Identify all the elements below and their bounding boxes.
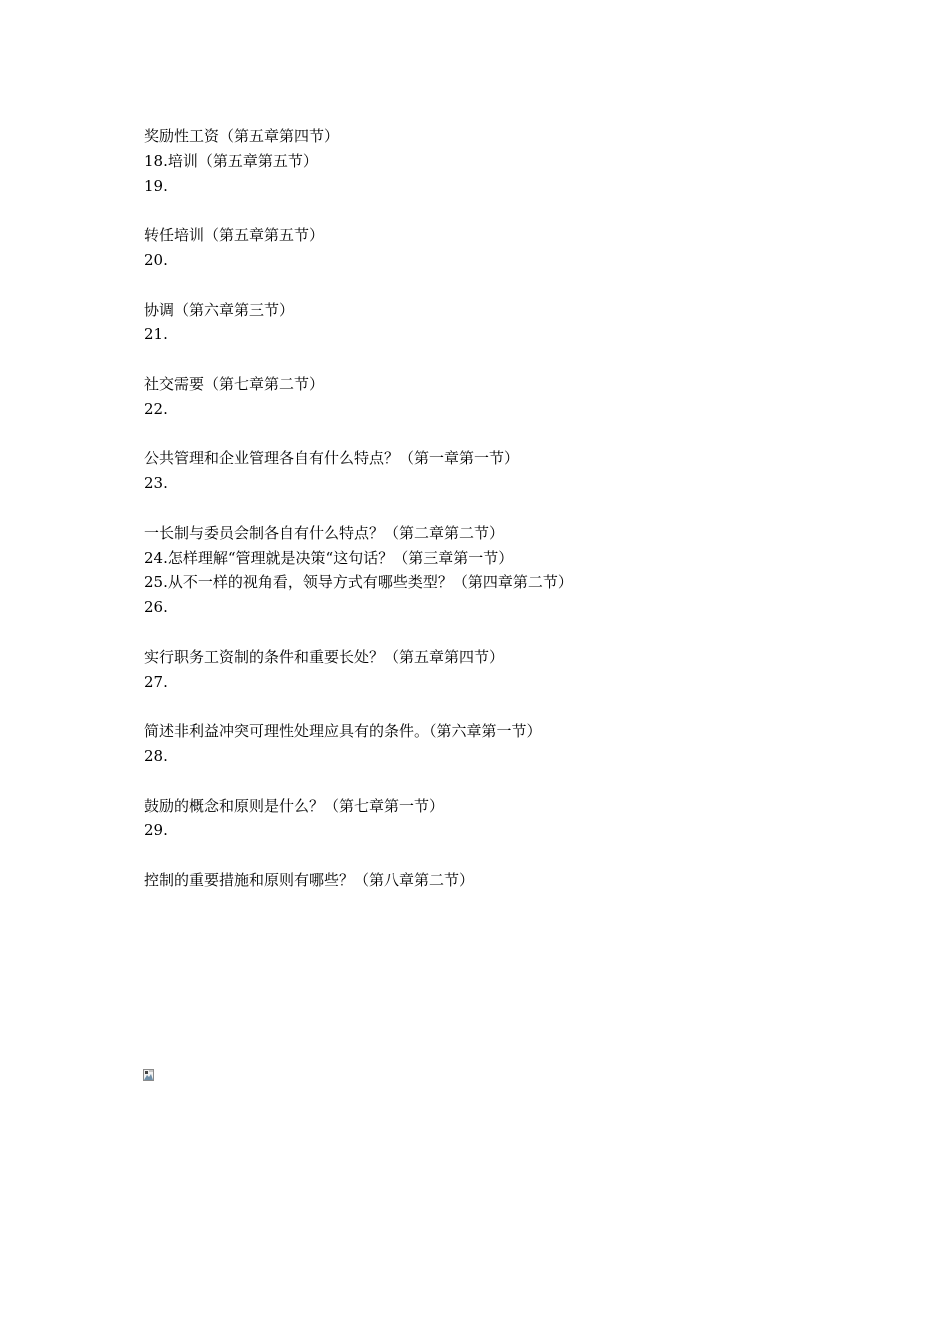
blank-line bbox=[144, 694, 844, 719]
text-line: 29. bbox=[144, 821, 168, 840]
text-line: 19. bbox=[144, 176, 168, 195]
blank-line bbox=[144, 422, 844, 447]
text-line: 24.怎样理解“管理就是决策“这句话？（第三章第一节） bbox=[144, 548, 514, 567]
text-line: 转任培训（第五章第五节） bbox=[144, 226, 325, 245]
text-line: 18.培训（第五章第五节） bbox=[144, 151, 318, 170]
text-line: 简述非利益冲突可理性处理应具有的条件。（第六章第一节） bbox=[144, 722, 542, 741]
text-line: 28. bbox=[144, 746, 168, 765]
text-line: 23. bbox=[144, 474, 168, 493]
text-line: 社交需要（第七章第二节） bbox=[144, 374, 325, 393]
broken-image-icon bbox=[143, 1069, 154, 1081]
text-line: 22. bbox=[144, 399, 168, 418]
text-line: 一长制与委员会制各自有什么特点？（第二章第二节） bbox=[144, 523, 505, 542]
text-line: 协调（第六章第三节） bbox=[144, 300, 295, 319]
blank-line bbox=[144, 769, 844, 794]
blank-line bbox=[144, 496, 844, 521]
text-line: 鼓励的概念和原则是什么？（第七章第一节） bbox=[144, 796, 445, 815]
text-line: 26. bbox=[144, 598, 168, 617]
text-line: 20. bbox=[144, 250, 168, 269]
text-line: 公共管理和企业管理各自有什么特点？（第一章第一节） bbox=[144, 449, 520, 468]
document-body bbox=[144, 124, 844, 893]
blank-line bbox=[144, 198, 844, 223]
text-line: 实行职务工资制的条件和重要长处？（第五章第四节） bbox=[144, 647, 505, 666]
text-line: 27. bbox=[144, 672, 168, 691]
text-line: 21. bbox=[144, 325, 168, 344]
text-line: 25.从不一样的视角看，领导方式有哪些类型？（第四章第二节） bbox=[144, 573, 573, 592]
blank-line bbox=[144, 273, 844, 298]
text-line: 控制的重要措施和原则有哪些？（第八章第二节） bbox=[144, 870, 475, 889]
blank-line bbox=[144, 843, 844, 868]
blank-line bbox=[144, 347, 844, 372]
text-line: 奖励性工资（第五章第四节） bbox=[144, 127, 340, 145]
blank-line bbox=[144, 620, 844, 645]
